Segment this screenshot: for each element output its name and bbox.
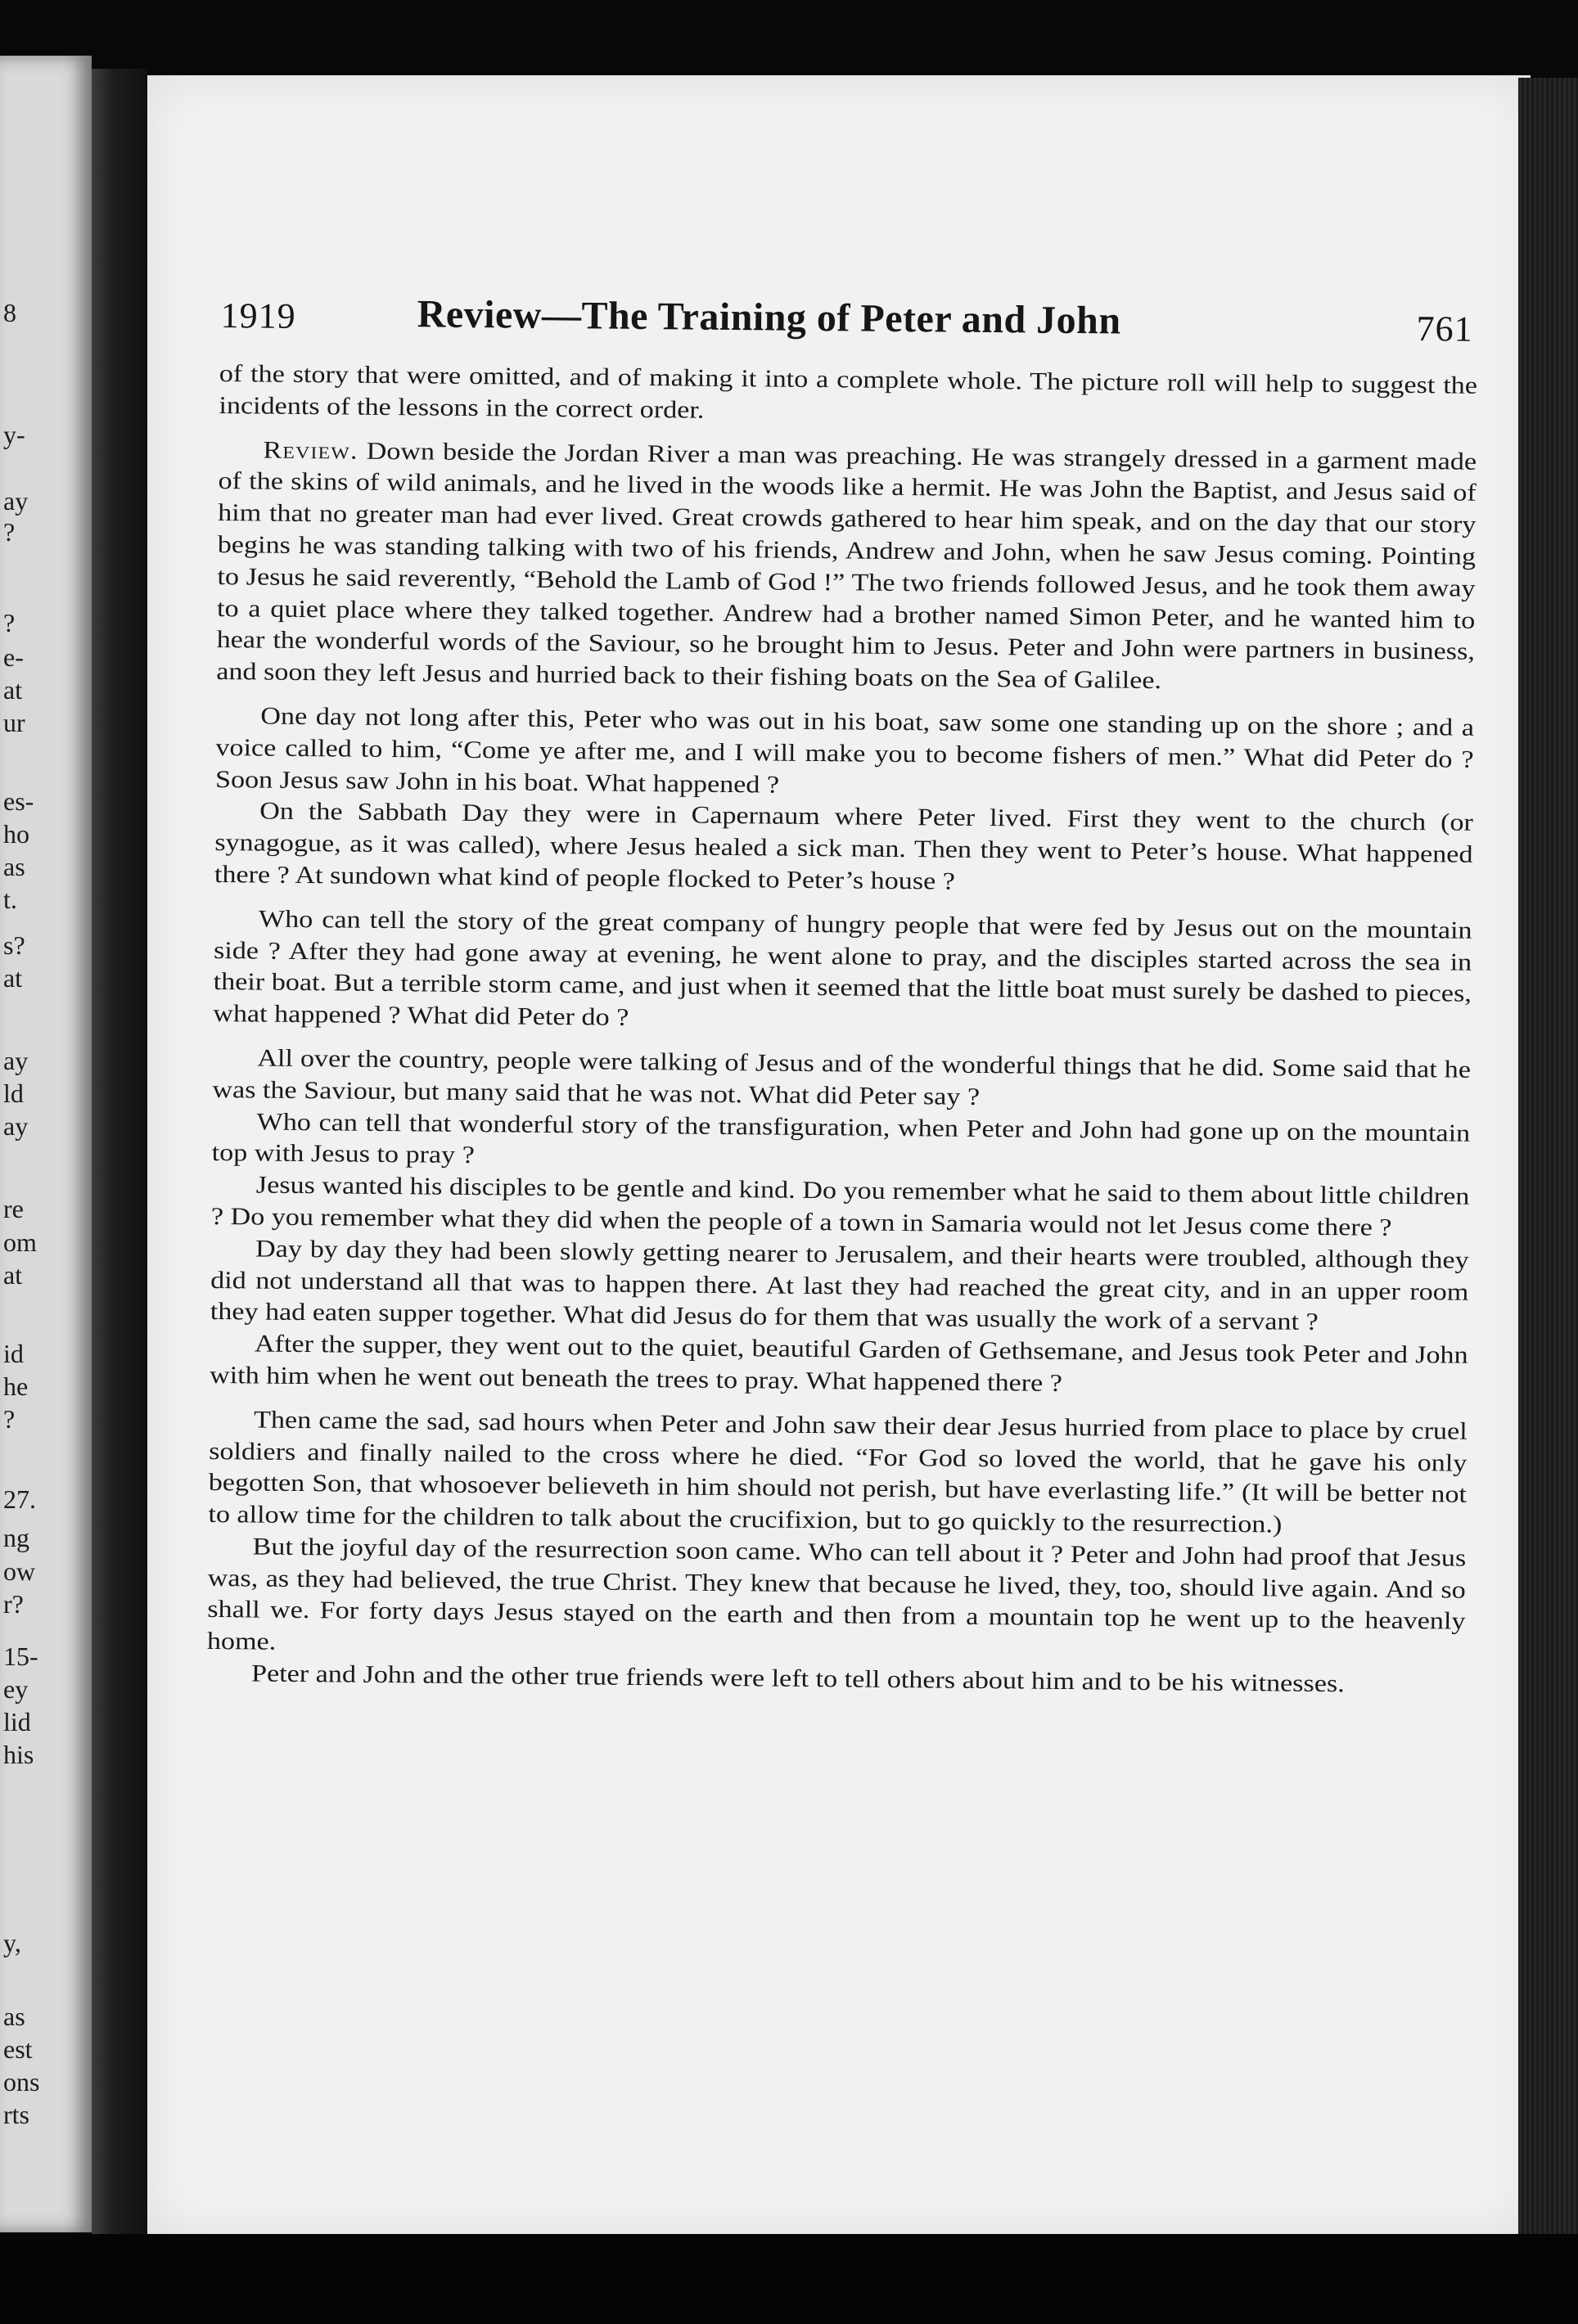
facing-page-fragment: om [3, 1227, 37, 1257]
facing-page-fragment: re [3, 1194, 24, 1223]
facing-page-edge [0, 56, 92, 2232]
paragraph-text: Down beside the Jordan River a man was preaching. He was strangely dressed in a garment made of the skins of wild animals, and he lived in the woods like a hermit. He was John the Baptist, and Jesus said of him that no greater man had ever lived. Great crowds gathered to hear him speak, and on the day that our story begins he was standing talking with two of his friends, Andrew and John, when he saw Jesus coming. Pointing to Jesus he said reverently, “Behold the Lamb of God !” The two friends followed Jesus, and he took them away to a quiet place where they talked together. Andrew had a brother named Simon Peter, and he wanted him to hear the wonderful words of the Saviour, so he brought him to Jesus. Peter and John were partners in business, and soon they left Jesus and hurried back to their fishing boats on the Sea of Galilee. [216, 437, 1477, 695]
facing-page-fragment: at [3, 675, 23, 705]
facing-page-fragment: ho [3, 819, 29, 849]
facing-page-fragment: ur [3, 708, 25, 737]
book-page [147, 75, 1531, 2236]
paragraph: But the joyful day of the resurrection soon came. Who can tell about it ? Peter and John had proof that Jesus was, as they had believed, the true Christ. They knew that because he lived, they, too, should live again. And so shall we. For forty days Jesus stayed on the earth and then from a mountain top he went up to the heavenly home. [206, 1533, 1467, 1656]
facing-page-fragment: ow [3, 1556, 36, 1586]
facing-page-fragment: at [3, 1260, 23, 1290]
paragraph: Who can tell the story of the great company of hungry people that were fed by Jesus out on the mountain side ? After they had gone away at evening, he went alone to pray, and the disciples started across the sea in their boat. But a terrible storm came, and just when it seemed that the little boat must surely be dashed to pieces, what happened ? What did Peter do ? [213, 905, 1472, 1031]
paragraph: Then came the sad, sad hours when Peter and John saw their dear Jesus hurried from place to place by cruel soldiers and finally nailed to the cross where he died. “For God so loved the world, that he gave his only begotten Son, that whosoever believeth in him should not perish, but have everlasting life.” (It will be better not to allow time for the children to talk about the crucifixion, but to go quickly to the resurrection.) [208, 1406, 1468, 1538]
facing-page-fragment: y- [3, 420, 25, 449]
paragraph: On the Sabbath Day they were in Capernaum where Peter lived. First they went to the church (or synagogue, as it was called), where Jesus healed a sick man. Then they went to Peter’s house. What happened there ? At sundown what kind of people flocked to Peter’s house ? [214, 797, 1474, 895]
facing-page-fragment: ons [3, 2067, 40, 2097]
facing-page-fragment: ng [3, 1523, 29, 1552]
facing-page-fragment: t. [3, 885, 17, 914]
header-title: Review—The Training of Peter and John [417, 292, 1121, 343]
facing-page-fragment: his [3, 1740, 34, 1769]
facing-page-fragment: 15- [3, 1642, 38, 1671]
facing-page-fragment: at [3, 963, 23, 993]
facing-page-fragment: est [3, 2034, 33, 2064]
facing-page-fragment: ? [3, 608, 16, 637]
facing-page-fragment: he [3, 1371, 29, 1401]
running-header [220, 290, 1473, 354]
page-stack-edge [1518, 78, 1578, 2238]
facing-page-fragment: y, [3, 1928, 21, 1957]
book-gutter [92, 69, 147, 2237]
facing-page-fragment: ? [3, 1404, 16, 1434]
paragraph: Day by day they had been slowly getting nearer to Jerusalem, and their hearts were troubled, although they did not understand all that was to happen there. At last they had reached the great city, and in an upper room they had eaten supper together. What did Jesus do for them that was usually the work of a servant ? [210, 1235, 1469, 1336]
facing-page-fragment: 27. [3, 1484, 36, 1514]
scan-top-border [0, 0, 1578, 78]
facing-page-fragment: ld [3, 1079, 24, 1108]
facing-page-fragment: s? [3, 930, 25, 960]
facing-page-fragment: id [3, 1339, 24, 1368]
facing-page-fragment: r? [3, 1589, 24, 1619]
paragraph: Jesus wanted his disciples to be gentle and kind. Do you remember what he said to them about little children ? Do you remember what they did when the people of a town in Samaria would not let Jesus come there ? [210, 1171, 1470, 1241]
paragraph: Peter and John and the other true friends were left to tell others about him and to be his witnesses. [250, 1660, 1345, 1698]
page-number: 761 [1416, 309, 1473, 349]
scan-bottom-border [0, 2234, 1578, 2324]
paragraph [216, 435, 1477, 700]
header-year: 1919 [220, 295, 296, 336]
review-lead-in: Review. [263, 436, 358, 465]
facing-page-fragment: ay [3, 1111, 29, 1141]
paragraph: Who can tell that wonderful story of the transfiguration, when Peter and John had gone up on the mountain top with Jesus to pray ? [211, 1108, 1471, 1169]
paragraph: All over the country, people were talking of Jesus and of the wonderful things that he did. Some said that he was the Saviour, but many said that he was not. What did Peter say ? [212, 1044, 1472, 1110]
facing-page-fragment: ey [3, 1674, 29, 1704]
facing-page-fragment: es- [3, 786, 34, 816]
body-text [206, 358, 1477, 1702]
paragraph: After the supper, they went out to the quiet, beautiful Garden of Gethsemane, and Jesus took Peter and John with him when he went out beneath the trees to pray. What happened there ? [209, 1330, 1468, 1397]
facing-page-fragment: ? [3, 517, 16, 547]
paragraph: of the story that were omitted, and of making it into a complete whole. The picture roll will help to suggest the incidents of the lessons in the correct order. [219, 359, 1478, 424]
paragraph: One day not long after this, Peter who was out in his boat, saw some one standing up on the shore ; and a voice called to him, “Come ye after me, and I will make you to become fishers of men.” What did Peter do ? Soon Jesus saw John in his boat. What happened ? [214, 702, 1475, 799]
facing-page-fragment: ay [3, 1046, 29, 1075]
facing-page-fragment: as [3, 2002, 25, 2031]
facing-page-fragment: ay [3, 486, 29, 516]
facing-page-fragment: rts [3, 2100, 29, 2129]
facing-page-fragment: e- [3, 642, 24, 672]
facing-page-fragment: as [3, 852, 25, 881]
facing-page-fragment: lid [3, 1707, 31, 1736]
facing-page-fragment: 8 [3, 298, 16, 327]
